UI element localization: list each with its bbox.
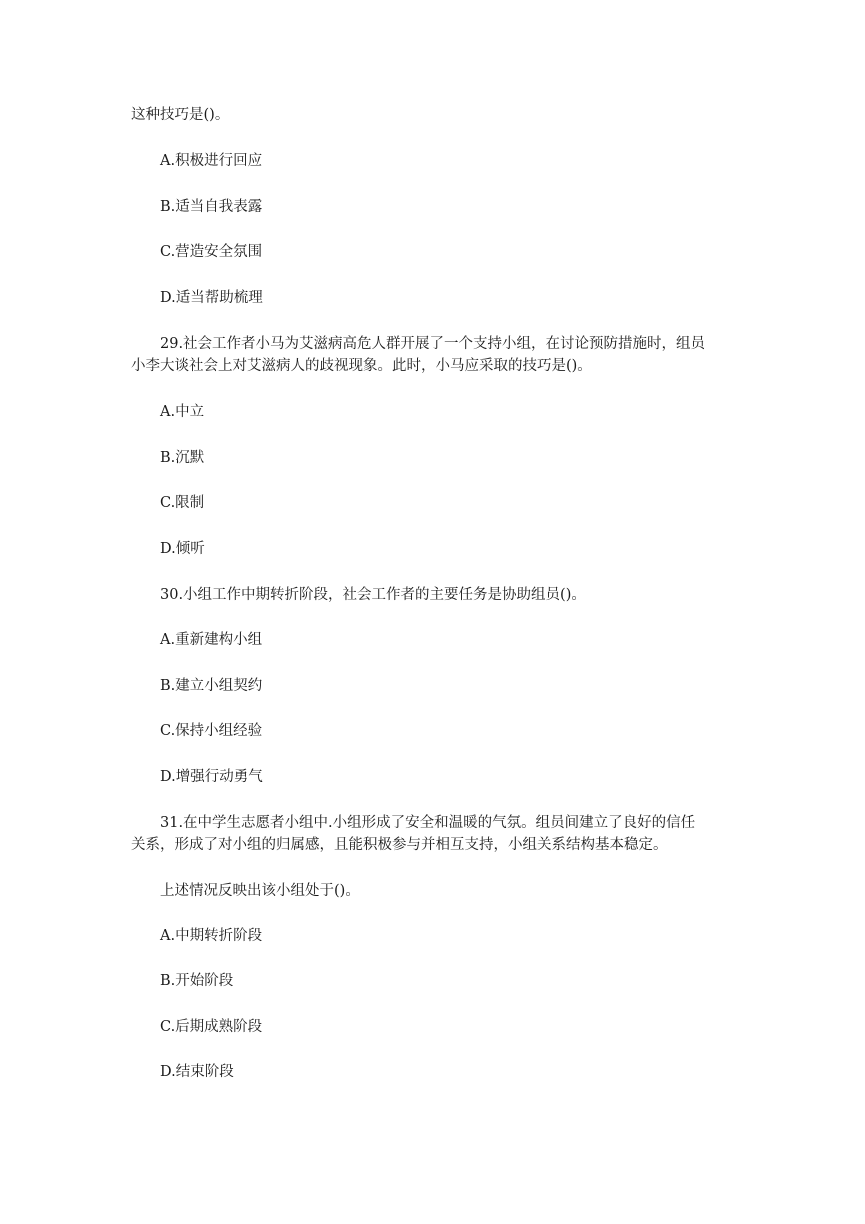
q31-option-d: D.结束阶段 bbox=[160, 1064, 234, 1080]
q28-option-a: A.积极进行回应 bbox=[160, 153, 263, 169]
q29-stem-line1: 29.社会工作者小马为艾滋病高危人群开展了一个支持小组，在讨论预防措施时，组员 bbox=[160, 336, 706, 352]
q28-option-d: D.适当帮助梳理 bbox=[160, 290, 263, 306]
q29-stem-line2: 小李大谈社会上对艾滋病人的歧视现象。此时，小马应采取的技巧是()。 bbox=[131, 358, 592, 374]
q30-stem: 30.小组工作中期转折阶段，社会工作者的主要任务是协助组员()。 bbox=[160, 587, 586, 603]
q31-option-b: B.开始阶段 bbox=[160, 973, 234, 989]
q31-option-c: C.后期成熟阶段 bbox=[160, 1019, 263, 1035]
q31-stem-line1: 31.在中学生志愿者小组中.小组形成了安全和温暖的气氛。组员间建立了良好的信任 bbox=[160, 815, 696, 831]
q31-stem-line3: 上述情况反映出该小组处于()。 bbox=[160, 883, 360, 899]
q30-option-b: B.建立小组契约 bbox=[160, 678, 263, 694]
q30-option-a: A.重新建构小组 bbox=[160, 632, 263, 648]
q31-option-a: A.中期转折阶段 bbox=[160, 928, 263, 944]
q28-option-b: B.适当自我表露 bbox=[160, 199, 263, 215]
q28-option-c: C.营造安全氛围 bbox=[160, 244, 263, 260]
q31-stem-line2: 关系，形成了对小组的归属感，且能积极参与并相互支持，小组关系结构基本稳定。 bbox=[131, 837, 668, 853]
q29-option-d: D.倾听 bbox=[160, 541, 205, 557]
q29-option-a: A.中立 bbox=[160, 404, 205, 420]
q29-option-c: C.限制 bbox=[160, 495, 205, 511]
q30-option-d: D.增强行动勇气 bbox=[160, 769, 263, 785]
q29-option-b: B.沉默 bbox=[160, 450, 205, 466]
q30-option-c: C.保持小组经验 bbox=[160, 723, 263, 739]
q28-stem-tail: 这种技巧是()。 bbox=[131, 107, 230, 123]
